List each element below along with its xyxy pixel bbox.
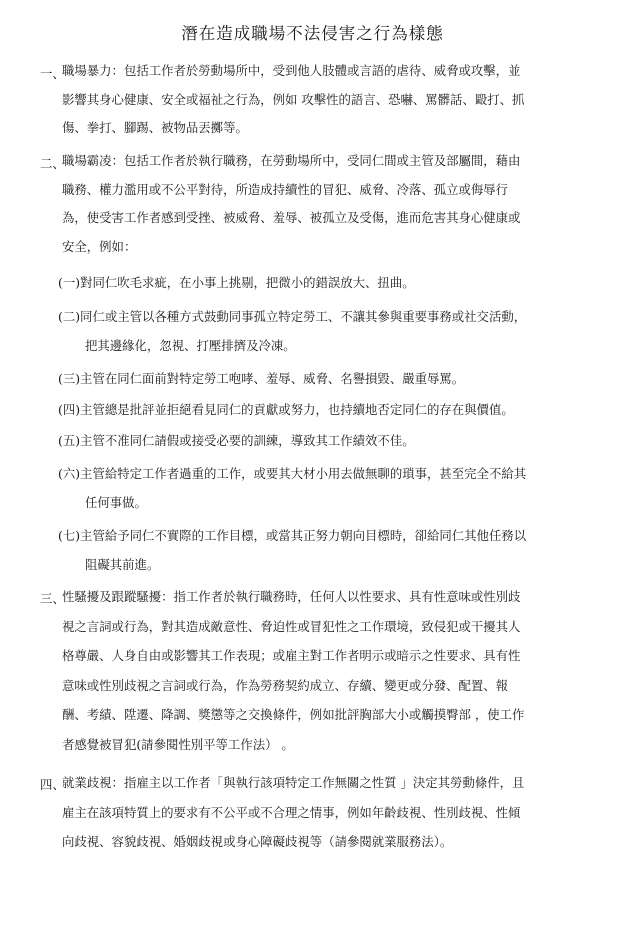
section-workplace-violence xyxy=(40,57,585,143)
section-line: 者感覺被冒犯(請參閱性別平等工作法） 。 xyxy=(62,736,294,752)
section-employment-discrimination xyxy=(40,768,585,857)
section-line: 傷、拳打、腳踢、被物品丟擲等。 xyxy=(62,120,248,135)
example-line: (三)主管在同仁面前對特定勞工咆哮、羞辱、威脅、名譽損毀、嚴重辱罵。 xyxy=(58,371,465,386)
section-line: 酬、考績、陞遷、降調、獎懲等之交換條件，例如批評胸部大小或觸摸臀部 ，使工作 xyxy=(62,707,525,722)
section-line: 雇主在該項特質上的要求有不公平或不合理之情事，例如年齡歧視、性別歧視、性傾 xyxy=(62,804,521,820)
bullying-example-3 xyxy=(58,364,588,393)
section-number: 一、 xyxy=(40,66,65,81)
example-line: (六)主管給特定工作者過重的工作，或要其大材小用去做無聊的瑣事，甚至完全不給其 xyxy=(58,466,527,481)
example-line: (七)主管給予同仁不實際的工作目標，或當其正努力朝向目標時，卻給同仁其他任務以 xyxy=(58,528,527,543)
example-line: (四)主管總是批評並拒絕看見同仁的貢獻或努力，也持續地否定同仁的存在與價值。 xyxy=(58,402,514,417)
section-line: 視之言詞或行為，對其造成敵意性、脅迫性或冒犯性之工作環境，致侵犯或干擾其人 xyxy=(62,618,521,634)
example-line: 把其邊緣化，忽視、打壓排擠及冷凍。 xyxy=(85,338,296,353)
section-line: 安全，例如： xyxy=(62,238,137,254)
bullying-example-1 xyxy=(58,268,588,297)
section-number: 四、 xyxy=(40,777,65,792)
bullying-example-5 xyxy=(58,426,588,455)
bullying-example-2 xyxy=(58,302,588,360)
section-line: 意味或性別歧視之言詞或行為，作為勞務契約成立、存續、變更或分發、配置、報 xyxy=(62,677,509,693)
section-number: 三、 xyxy=(40,591,65,606)
section-line: 影響其身心健康、安全或福祉之行為，例如 攻擊性的語言、恐嚇、罵髒話、毆打、抓 xyxy=(62,91,525,107)
section-line: 職場暴力：包括工作者於勞動場所中，受到他人肢體或言語的虐待、威脅或攻擊，並 xyxy=(62,63,521,78)
section-number: 二、 xyxy=(40,156,65,171)
example-line: 阻礙其前進。 xyxy=(85,557,160,572)
section-line: 為，使受害工作者感到受挫、被威脅、羞辱、被孤立及受傷，進而危害其身心健康或 xyxy=(62,210,521,225)
example-line: (一)對同仁吹毛求疵，在小事上挑剔，把微小的錯誤放大、扭曲。 xyxy=(58,275,415,290)
example-line: 任何事做。 xyxy=(85,495,147,510)
section-line: 性騷擾及跟蹤騷擾：指工作者於執行職務時，任何人以性要求、具有性意味或性別歧 xyxy=(62,589,521,604)
document-title: 潛在造成職場不法侵害之行為樣態 xyxy=(181,24,444,43)
bullying-example-6 xyxy=(58,459,588,517)
example-line: (五)主管不准同仁請假或接受必要的訓練，導致其工作績效不佳。 xyxy=(58,433,415,448)
section-workplace-bullying xyxy=(40,147,585,261)
section-line: 格尊嚴、人身自由或影響其工作表現；或雇主對工作者明示或暗示之性要求、具有性 xyxy=(62,648,521,663)
bullying-example-7 xyxy=(58,521,588,579)
section-sexual-harassment xyxy=(40,582,585,759)
section-line: 職場霸凌：包括工作者於執行職務，在勞動場所中，受同仁間或主管及部屬間，藉由 xyxy=(62,153,521,168)
bullying-example-4 xyxy=(58,395,588,424)
example-line: (二)同仁或主管以各種方式鼓動同事孤立特定勞工、不讓其參與重要事務或社交活動， xyxy=(58,309,527,324)
section-line: 就業歧視：指雇主以工作者「與執行該項特定工作無關之性質 」決定其勞動條件，且 xyxy=(62,775,525,790)
section-line: 職務、權力濫用或不公平對待，所造成持續性的冒犯、威脅、冷落、孤立或侮辱行 xyxy=(62,181,509,197)
section-line: 向歧視、容貌歧視、婚姻歧視或身心障礙歧視等（請參閱就業服務法）。 xyxy=(62,834,453,849)
